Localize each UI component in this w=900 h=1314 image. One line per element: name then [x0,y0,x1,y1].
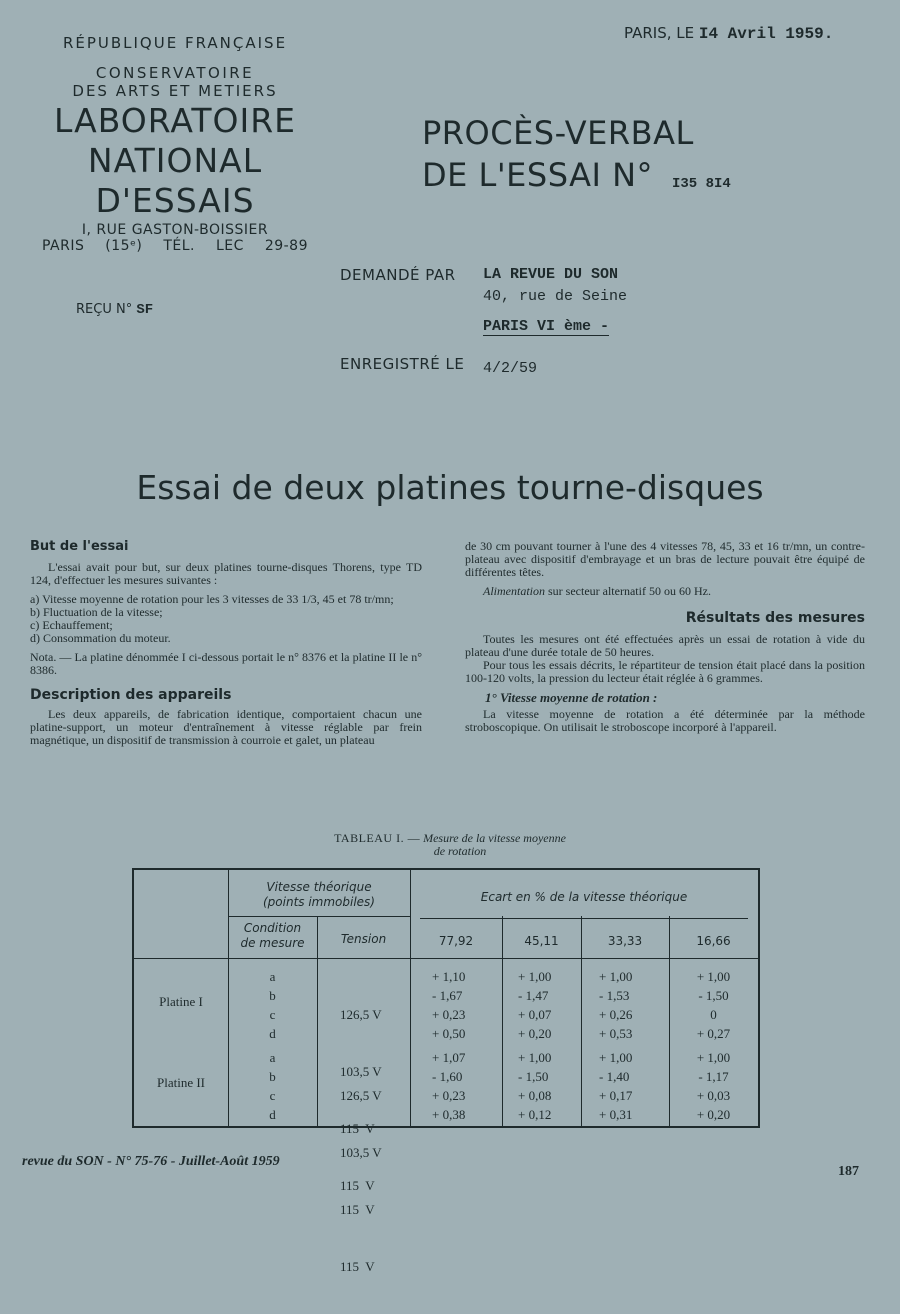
tension-cells [340,1048,382,1314]
alimentation-text: sur secteur alternatif 50 ou 60 Hz. [548,584,711,598]
table-cell: + 1,00 [518,969,552,984]
table-cell: + 0,26 [599,1007,633,1022]
value-column [432,967,465,1043]
table-cell: 103,5 V [340,1145,382,1160]
date-value: I4 Avril 1959. [698,25,834,43]
article-title: Essai de deux platines tourne-disques [136,468,764,507]
paragraph-resultats-2: Pour tous les essais décrits, le répartiteur de tension était placé dans la position 100-120 volts, la pression du lecteur était réglée à 6 grammes. [465,658,865,685]
enregistre-value: 4/2/59 [483,360,538,377]
table-cell: - 1,67 [432,988,463,1003]
table-cell: - 1,47 [518,988,549,1003]
speed-header: 77,92 [438,934,474,948]
republique-line: RÉPUBLIQUE FRANÇAISE [62,34,288,52]
conservatoire-line-1: CONSERVATOIRE [95,64,255,82]
demande-line-3: PARIS VI ème - [483,318,610,335]
recu-line [76,302,153,318]
value-column [599,1048,632,1124]
table-divider [228,916,410,917]
paragraph-continuation: de 30 cm pouvant tourner à l'une des 4 vitesses 78, 45, 33 et 16 tr/mn, un contre-plateau avec dispositif d'embrayage et un bras de lecture pouvait être équipé de différentes têtes. [465,539,865,579]
table-cell: + 0,50 [432,1026,466,1041]
journal-footer: revue du SON - N° 75-76 - Juillet-Août 1959 [22,1154,280,1169]
table-caption-title: Mesure de la vitesse moyenne [423,831,566,845]
value-column [599,967,632,1043]
table-cell: 103,5 V [340,1064,382,1079]
table-cell: 115 V [340,1202,375,1217]
nota-paragraph: Nota. — La platine dénommée I ci-dessous portait le n° 8376 et la platine II le n° 8386. [30,650,422,677]
header-ecart: Ecart en % de la vitesse théorique [480,890,688,904]
table-cell: + 0,08 [518,1088,552,1103]
page-number: 187 [838,1164,859,1179]
table-cell: + 0,20 [696,1107,731,1122]
demande-line-1: LA REVUE DU SON [483,266,619,283]
header-vitesse [228,880,410,910]
table-cell: + 0,03 [696,1088,731,1103]
paragraph-resultats-1: Toutes les mesures ont été effectuées après un essai de rotation à vide du plateau d'une durée totale de 50 heures. [465,632,865,659]
list-item-c: c) Echauffement; [30,618,113,632]
table-cell: + 0,20 [518,1026,552,1041]
subheading-vitesse: 1° Vitesse moyenne de rotation : [485,690,658,705]
recu-value: SF [136,302,154,318]
lab-city-tel [30,238,320,254]
table-divider [410,870,411,1126]
table-cell: + 1,00 [518,1050,552,1065]
heading-but: But de l'essai [30,539,129,554]
recu-label: REÇU N° [76,302,133,317]
table-caption [0,832,900,858]
header-vitesse-line-2: (points immobiles) [262,895,375,909]
table-cell: d [269,1026,276,1041]
table-cell: - 1,17 [698,1069,729,1084]
value-column [669,967,758,1043]
list-item-b: b) Fluctuation de la vitesse; [30,605,163,619]
value-column [669,1048,758,1124]
heading-description: Description des appareils [30,687,232,703]
table-cell: + 0,23 [432,1007,466,1022]
demande-line-2: 40, rue de Seine [483,288,628,305]
table-caption-label: TABLEAU I. — [334,831,421,845]
date-line [624,24,833,43]
table-cell: + 1,10 [432,969,466,984]
conservatoire-line-2: DES ARTS ET METIERS [72,82,278,100]
table-cell: d [269,1107,276,1122]
table-divider [420,918,748,919]
table-divider [317,916,318,1126]
table-cell: + 0,23 [432,1088,466,1103]
lab-tel: TÉL. LEC 29-89 [163,238,308,254]
header-vitesse-line-1: Vitesse théorique [266,880,372,894]
value-column [518,1048,551,1124]
table-cell: b [269,988,276,1003]
header-condition-line-1: Condition [243,921,302,935]
group-label: Platine I [159,994,203,1009]
paragraph-description: Les deux appareils, de fabrication identique, comportaient chacun une platine-support, un moteur d'entraînement à vitesse réglable par frein magnétique, un dispositif de transmission à courroie et galet, un plateau [30,707,422,747]
lab-name-line-1: LABORATOIRE [54,101,296,140]
table-cell: + 0,27 [696,1026,731,1041]
paragraph-alimentation [465,585,865,598]
date-label: PARIS, LE [624,24,695,42]
table-cell: + 0,12 [518,1107,552,1122]
header-condition [228,921,317,951]
table-cell: + 0,53 [599,1026,633,1041]
article-column-left [30,540,422,747]
demande-label: DEMANDÉ PAR [340,266,456,284]
paragraph-but: L'essai avait pour but, sur deux platines tourne-disques Thorens, type TD 124, d'effectuer les mesures suivantes : [30,560,422,587]
pv-title-line-1: PROCÈS-VERBAL [422,114,694,152]
table-cell: + 0,17 [599,1088,633,1103]
table-cell: + 1,00 [599,969,633,984]
speed-header: 16,66 [696,934,731,948]
list-item-a: a) Vitesse moyenne de rotation pour les 3 vitesses de 33 1/3, 45 et 78 tr/mn; [30,592,394,606]
essai-number: I35 8I4 [672,176,731,192]
header-tension: Tension [340,932,387,946]
table-cell: + 1,07 [432,1050,466,1065]
table-cell: a [269,1050,276,1065]
table-cell: - 1,53 [599,988,630,1003]
article-column-right [465,540,865,734]
laboratory-letterhead [30,34,320,254]
table-cell: 115 V [340,1121,375,1136]
table-divider [134,958,758,959]
proces-verbal-title [422,112,694,196]
speed-header: 45,11 [524,934,559,948]
list-item-d: d) Consommation du moteur. [30,631,171,645]
table-cell: 126,5 V [340,1088,382,1103]
paragraph-vitesse: La vitesse moyenne de rotation a été déterminée par la méthode stroboscopique. On utilisait le stroboscope incorporé à l'appareil. [465,707,865,734]
table-cell: + 1,00 [599,1050,633,1065]
table-cell: + 0,31 [599,1107,633,1122]
heading-resultats: Résultats des mesures [685,610,865,626]
table-cell: a [269,969,276,984]
table-cell: + 1,00 [696,1050,731,1065]
lab-city: PARIS (15ᵉ) [41,238,143,254]
enregistre-label: ENREGISTRÉ LE [340,355,465,373]
table-cell: 0 [710,1007,717,1022]
alimentation-label: Alimentation [483,584,545,598]
speed-header: 33,33 [607,934,643,948]
condition-cells [228,1048,317,1124]
table-cell: - 1,60 [432,1069,463,1084]
table-cell: - 1,50 [698,988,729,1003]
pv-title-line-2: DE L'ESSAI N° [422,156,654,194]
value-column [518,967,551,1043]
table-cell: c [269,1088,276,1103]
table-caption-title-2: de rotation [433,844,487,858]
lab-name-line-3: D'ESSAIS [95,181,255,220]
table-cell: b [269,1069,276,1084]
table-cell: c [269,1007,276,1022]
lab-address: I, RUE GASTON-BOISSIER [81,222,269,238]
value-column [432,1048,465,1124]
condition-cells [228,967,317,1043]
header-condition-line-2: de mesure [240,936,305,950]
table-cell: 126,5 V [340,1007,382,1022]
table-cell: + 1,00 [696,969,731,984]
table-cell: 115 V [340,1259,375,1274]
table-cell: + 0,07 [518,1007,552,1022]
group-label: Platine II [156,1075,205,1090]
table-cell: - 1,50 [518,1069,549,1084]
table-cell: 115 V [340,1178,375,1193]
table-cell: + 0,38 [432,1107,466,1122]
lab-name-line-2: NATIONAL [87,141,263,180]
table-cell: - 1,40 [599,1069,630,1084]
